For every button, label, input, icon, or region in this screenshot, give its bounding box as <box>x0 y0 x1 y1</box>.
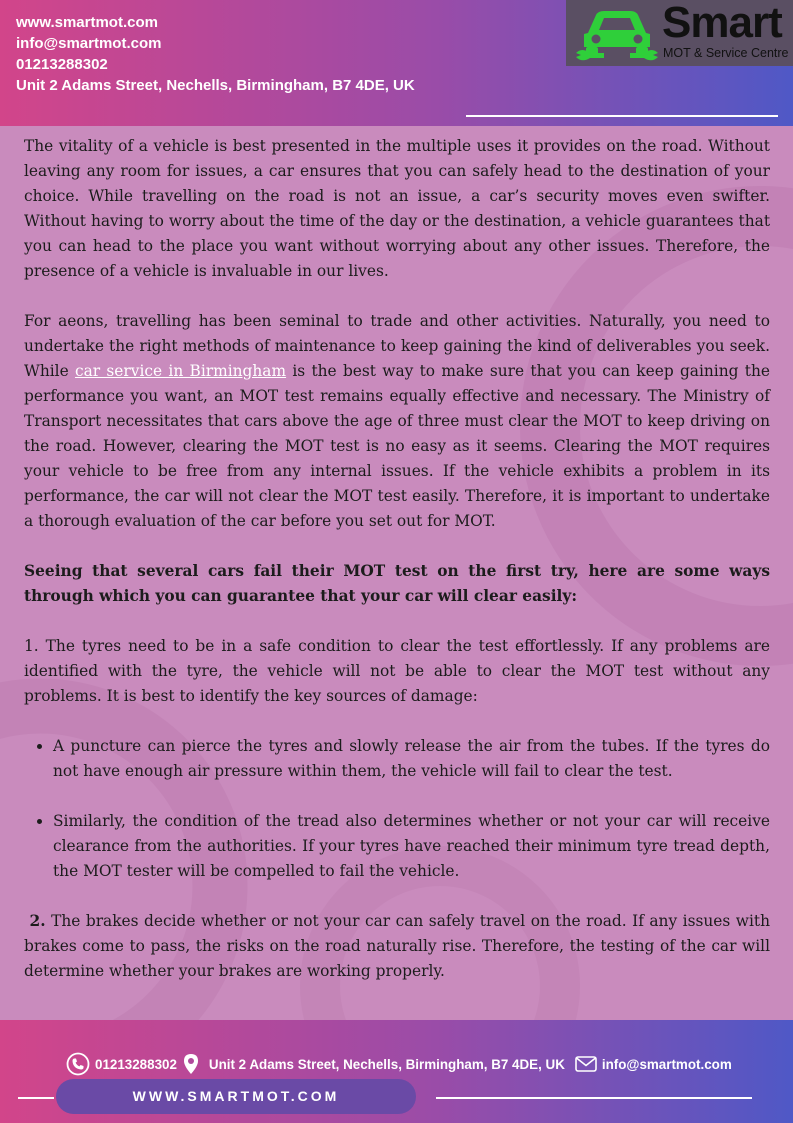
logo <box>566 0 793 66</box>
footer-divider-left <box>18 1097 54 1099</box>
location-pin-icon <box>183 1053 199 1075</box>
paragraph-mot-overview <box>24 309 770 534</box>
paragraph-mot-text-before: For aeons, travelling has been seminal to trade and other activities. Naturally, you need to undertake the right methods of maintenance to keep gaining the kind of deliverables you seek. While <box>24 312 770 380</box>
phone-icon <box>66 1052 90 1076</box>
mail-icon <box>575 1056 597 1072</box>
footer-email-item[interactable] <box>575 1056 732 1072</box>
section-heading: Seeing that several cars fail their MOT test on the first try, here are some ways through which you can guarantee that your car will clear easily: <box>24 562 770 605</box>
list-item: • A puncture can pierce the tyres and slowly release the air from the tubes. If the tyres do not have enough air pressure within them, the vehicle will fail to clear the test. <box>53 734 770 784</box>
header-address: Unit 2 Adams Street, Nechells, Birmingham, B7 4DE, UK <box>16 77 415 94</box>
article-body <box>24 134 770 1009</box>
brakes-text: The brakes decide whether or not your car can safely travel on the road. If any issues with brakes come to pass, the risks on the road naturally rise. Therefore, the testing of the car will determine whether your brakes are working properly. <box>24 912 770 980</box>
footer-phone-item[interactable] <box>66 1052 177 1076</box>
header-website[interactable]: www.smartmot.com <box>16 14 158 31</box>
car-wrench-icon <box>574 3 660 63</box>
footer-address: Unit 2 Adams Street, Nechells, Birmingham, B7 4DE, UK <box>208 1056 565 1072</box>
tyre-damage-list <box>24 734 770 884</box>
footer-contact-row <box>66 1052 732 1076</box>
footer-address-item <box>183 1053 565 1075</box>
tyres-number: 1. <box>24 637 39 655</box>
tyres-text: The tyres need to be in a safe condition to clear the test effortlessly. If any problems are identified with the tyre, the vehicle will not be able to clear the MOT test without any problems. It is best to identify the key sources of damage: <box>24 637 770 705</box>
footer-banner <box>0 1020 793 1123</box>
paragraph-brakes <box>24 909 770 984</box>
footer-website-pill[interactable]: WWW.SMARTMOT.COM <box>56 1079 416 1114</box>
header-divider <box>466 115 778 117</box>
header-banner <box>0 0 793 126</box>
paragraph-intro: The vitality of a vehicle is best presented in the multiple uses it provides on the road. Without leaving any room for issues, a car ensures that you can safely head to the destination of your choice. While travelling on the road is not an issue, a car’s security moves even swifter. Without having to worry about the time of the day or the destination, a vehicle guarantees that you can head to the place you want without worrying about any other issues. Therefore, the presence of a vehicle is invaluable in our lives. <box>24 137 770 280</box>
logo-name: Smart <box>662 0 782 47</box>
car-service-link[interactable]: car service in Birmingham <box>74 362 287 380</box>
footer-divider-right <box>436 1097 752 1099</box>
footer-phone: 01213288302 <box>95 1056 177 1072</box>
header-contact-block <box>16 12 415 96</box>
paragraph-tyres <box>24 634 770 709</box>
paragraph-mot-text-after: is the best way to make sure that you can keep gaining the performance you want, an MOT test remains equally effective and necessary. The Ministry of Transport necessitates that cars above the age of three must clear the MOT to keep driving on the road. However, clearing the MOT test is no easy as it seems. Clearing the MOT requires your vehicle to be free from any internal issues. If the vehicle exhibits a problem in its performance, the car will not clear the MOT test easily. Therefore, it is important to undertake a thorough evaluation of the car before you set out for MOT. <box>24 362 770 530</box>
list-item: • Similarly, the condition of the tread also determines whether or not your car will receive clearance from the authorities. If your tyres have reached their minimum tyre tread depth, the MOT tester will be compelled to fail the vehicle. <box>53 809 770 884</box>
header-email[interactable]: info@smartmot.com <box>16 35 162 52</box>
brakes-number: 2. <box>29 912 46 930</box>
header-phone[interactable]: 01213288302 <box>16 56 108 73</box>
logo-tagline: MOT & Service Centre <box>663 46 789 60</box>
footer-email: info@smartmot.com <box>601 1056 732 1072</box>
